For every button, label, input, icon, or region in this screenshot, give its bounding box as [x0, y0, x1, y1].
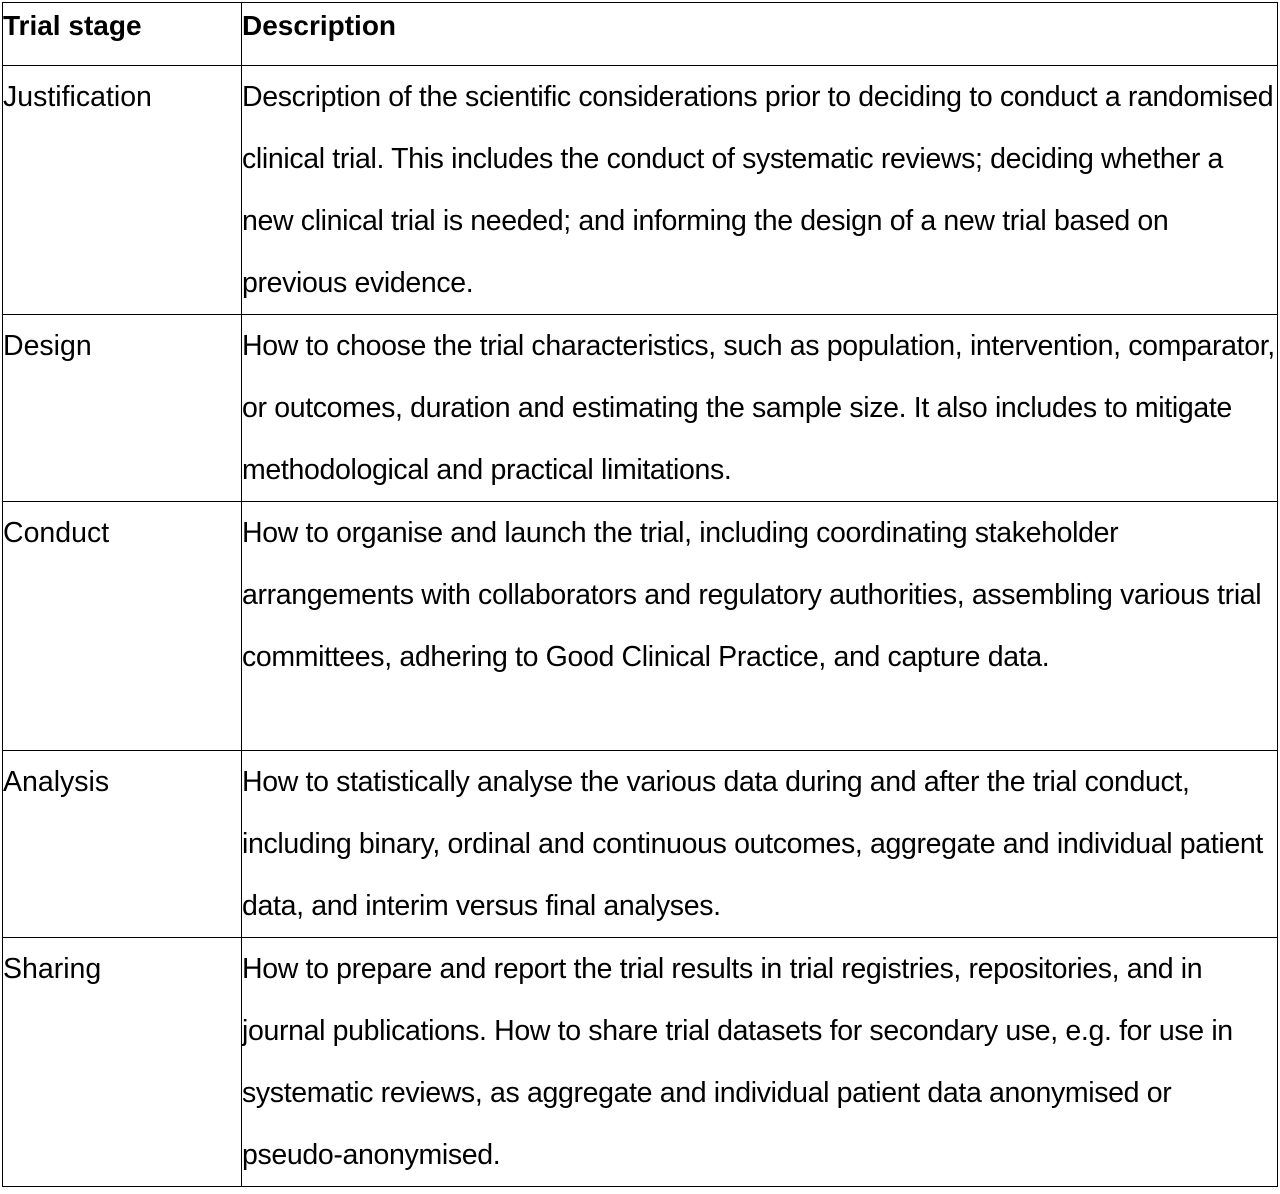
description-cell: How to prepare and report the trial results in trial registries, repositories, and in journal publications. How to share trial datasets for secondary use, e.g. for use in systematic reviews, as aggregate and individual patient data anonymised or pseudo-anonymised.: [242, 938, 1278, 1187]
header-description: Description: [242, 3, 1278, 66]
table-row: [3, 66, 1278, 315]
stage-cell: Justification: [3, 66, 242, 315]
table-row: [3, 502, 1278, 751]
table-row: [3, 751, 1278, 938]
stage-cell: Conduct: [3, 502, 242, 751]
description-cell: Description of the scientific considerations prior to deciding to conduct a randomised clinical trial. This includes the conduct of systematic reviews; deciding whether a new clinical trial is needed; and informing the design of a new trial based on previous evidence.: [242, 66, 1278, 315]
stage-cell: Sharing: [3, 938, 242, 1187]
header-trial-stage: Trial stage: [3, 3, 242, 66]
table-row: [3, 938, 1278, 1187]
table-header-row: [3, 3, 1278, 66]
table-row: [3, 315, 1278, 502]
stage-cell: Design: [3, 315, 242, 502]
stage-cell: Analysis: [3, 751, 242, 938]
description-cell: How to statistically analyse the various data during and after the trial conduct, including binary, ordinal and continuous outcomes, aggregate and individual patient data, and interim versus final analyses.: [242, 751, 1278, 938]
trial-stages-table: [2, 2, 1278, 1187]
description-cell: How to choose the trial characteristics, such as population, intervention, comparator, or outcomes, duration and estimating the sample size. It also includes to mitigate methodological and practical limitations.: [242, 315, 1278, 502]
description-cell: How to organise and launch the trial, including coordinating stakeholder arrangements with collaborators and regulatory authorities, assembling various trial committees, adhering to Good Clinical Practice, and capture data.: [242, 502, 1278, 751]
